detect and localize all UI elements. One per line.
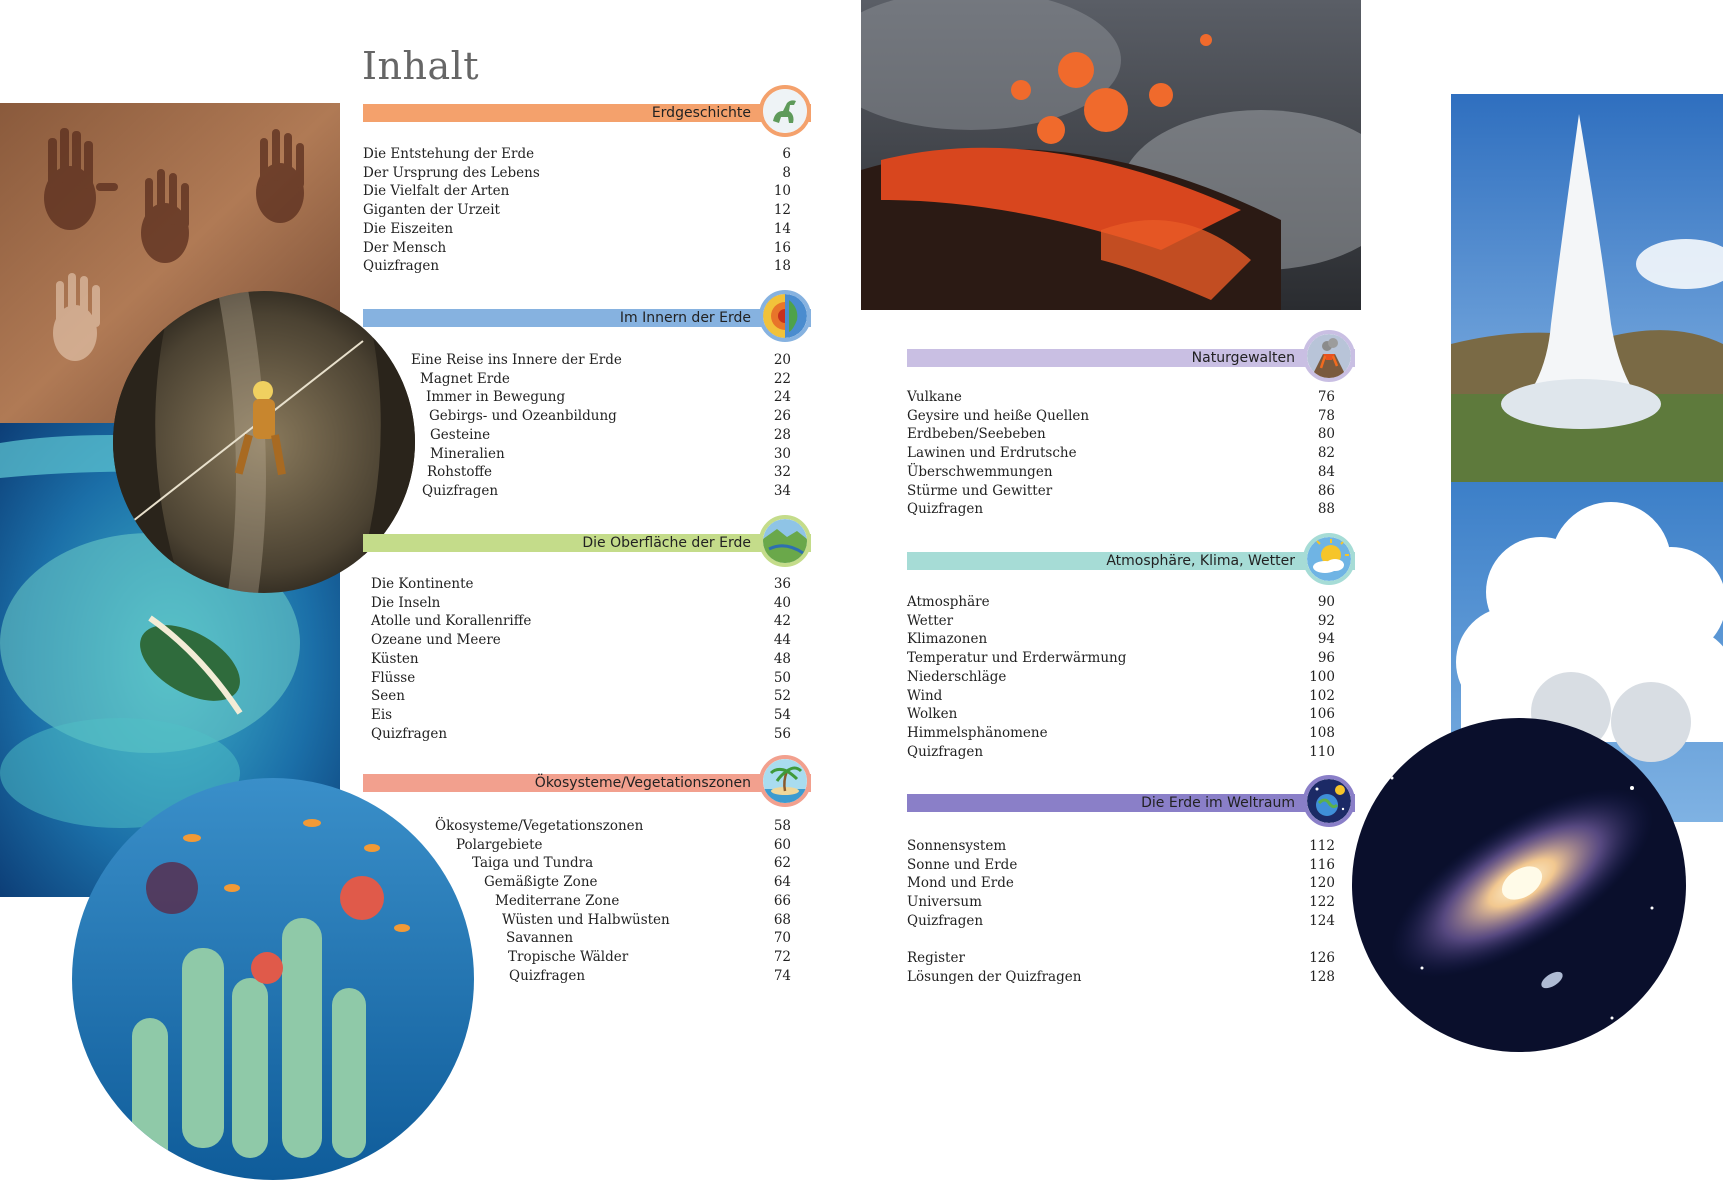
toc-entry-title: Wüsten und Halbwüsten [502, 911, 670, 928]
section-header-oberflaeche [363, 534, 811, 552]
toc-entry[interactable] [907, 612, 1335, 631]
toc-entry-title: Wetter [907, 612, 954, 629]
toc-entry-title: Vulkane [907, 389, 962, 405]
toc-entry-title: Quizfragen [509, 967, 586, 984]
toc-page-number: 108 [1309, 724, 1335, 741]
toc-entry[interactable] [420, 370, 791, 389]
toc-entry-title: Eine Reise ins Innere der Erde [411, 352, 622, 368]
toc-entry[interactable] [907, 968, 1335, 987]
toc-entry[interactable] [907, 425, 1335, 444]
toc-page-number: 124 [1309, 912, 1335, 929]
toc-page-number: 6 [782, 146, 791, 162]
toc-entry-title: Quizfragen [371, 725, 448, 742]
sun-cloud-icon [1303, 533, 1355, 585]
toc-entry-title: Savannen [506, 930, 574, 947]
lava-eruption-photo [861, 0, 1361, 310]
toc-page-number: 120 [1309, 875, 1335, 892]
toc-entry[interactable] [907, 388, 1335, 407]
toc-entry[interactable] [363, 239, 791, 258]
toc-entry[interactable] [907, 705, 1335, 724]
toc-entry-title: Der Ursprung des Lebens [363, 164, 540, 181]
toc-entry-title: Eis [371, 706, 393, 723]
section-title: Die Oberfläche der Erde [582, 535, 751, 551]
toc-entry-title: Register [907, 950, 965, 967]
toc-entry-title: Lawinen und Erdrutsche [907, 445, 1077, 462]
toc-page-number: 80 [1317, 426, 1335, 443]
toc-entry-title: Quizfragen [363, 258, 440, 275]
toc-entry-title: Sonnensystem [907, 838, 1007, 854]
toc-entry[interactable] [495, 892, 791, 911]
toc-entry-title: Rohstoffe [427, 464, 493, 481]
toc-page-number: 86 [1317, 482, 1335, 499]
toc-entry[interactable] [411, 351, 791, 370]
toc-page-number: 122 [1309, 894, 1335, 911]
toc-page-number: 100 [1309, 668, 1335, 685]
toc-page-number: 102 [1309, 687, 1335, 704]
toc-page-number: 96 [1317, 650, 1335, 667]
toc-entry-title: Der Mensch [363, 239, 447, 256]
palm-island-icon [759, 755, 811, 807]
section-header-atmosphaere [907, 552, 1355, 570]
toc-entry-title: Polargebiete [456, 836, 543, 853]
toc-entry-title: Gesteine [430, 426, 491, 443]
toc-entry[interactable] [371, 650, 791, 669]
toc-entry[interactable] [371, 575, 791, 594]
toc-page-number: 74 [773, 967, 791, 984]
toc-entry-title: Niederschläge [907, 668, 1007, 685]
toc-entry-title: Tropische Wälder [508, 948, 629, 965]
toc-page-number: 90 [1317, 594, 1335, 610]
toc-entry[interactable] [907, 593, 1335, 612]
toc-page-number: 106 [1309, 706, 1335, 723]
galaxy-photo [1352, 718, 1686, 1052]
toc-page-number: 22 [773, 370, 791, 387]
section-title: Im Innern der Erde [619, 310, 751, 326]
toc-entry-title: Universum [907, 894, 982, 911]
toc-entry-title: Die Entstehung der Erde [363, 146, 535, 162]
toc-entry[interactable] [907, 463, 1335, 482]
toc-entry[interactable] [363, 220, 791, 239]
toc-page-number: 70 [773, 930, 791, 947]
toc-page-number: 128 [1309, 968, 1335, 985]
toc-entry-title: Die Inseln [371, 594, 441, 611]
toc-entry-title: Flüsse [371, 669, 416, 686]
toc-page-number: 110 [1309, 743, 1335, 760]
toc-entry-title: Mineralien [430, 445, 505, 462]
toc-page-number: 72 [773, 948, 791, 965]
toc-page-number: 30 [773, 445, 791, 462]
toc-entry-title: Wolken [907, 706, 958, 723]
toc-entry-title: Quizfragen [907, 743, 984, 760]
section-header-im-innern [363, 309, 811, 327]
section-title: Die Erde im Weltraum [1141, 795, 1295, 811]
toc-entry-title: Gebirgs- und Ozeanbildung [429, 408, 617, 425]
toc-entry[interactable] [472, 854, 791, 873]
toc-entry-title: Taiga und Tundra [472, 855, 594, 872]
toc-entry-title: Gemäßigte Zone [484, 874, 598, 891]
toc-entry-title: Stürme und Gewitter [907, 482, 1053, 499]
toc-page-number: 32 [773, 464, 791, 481]
toc-entry-title: Quizfragen [907, 501, 984, 518]
toc-entry[interactable] [907, 949, 1335, 968]
toc-entry[interactable] [907, 407, 1335, 426]
toc-entry[interactable] [907, 912, 1335, 931]
toc-entry[interactable] [907, 893, 1335, 912]
toc-page-number: 68 [773, 911, 791, 928]
toc-entry-title: Temperatur und Erderwärmung [907, 650, 1127, 667]
toc-entry[interactable] [371, 612, 791, 631]
toc-entry[interactable] [371, 594, 791, 613]
toc-entry-title: Die Vielfalt der Arten [363, 183, 510, 200]
toc-page-number: 8 [782, 164, 791, 181]
toc-page-number: 36 [773, 576, 791, 592]
toc-page-number: 88 [1317, 501, 1335, 518]
toc-page-number: 52 [773, 688, 791, 705]
toc-page-number: 34 [773, 482, 791, 499]
toc-page-number: 126 [1309, 950, 1335, 967]
toc-entry-title: Magnet Erde [420, 370, 510, 387]
toc-entry[interactable] [363, 182, 791, 201]
toc-entry-title: Giganten der Urzeit [363, 202, 500, 219]
landscape-icon [759, 515, 811, 567]
toc-page-number: 24 [773, 389, 791, 406]
toc-entry-title: Ozeane und Meere [371, 632, 501, 649]
toc-entry-title: Quizfragen [907, 912, 984, 929]
section-header-weltraum [907, 794, 1355, 812]
toc-entry[interactable] [426, 388, 791, 407]
toc-entry-title: Erdbeben/Seebeben [907, 426, 1046, 443]
toc-entry[interactable] [907, 500, 1335, 519]
toc-entry[interactable] [907, 687, 1335, 706]
toc-entry-title: Mond und Erde [907, 875, 1014, 892]
toc-entry[interactable] [907, 743, 1335, 762]
toc-entry-title: Atmosphäre [907, 594, 990, 610]
toc-entry[interactable] [907, 724, 1335, 743]
section-header-oekosysteme [363, 774, 811, 792]
toc-entry[interactable] [363, 164, 791, 183]
toc-page-number: 116 [1309, 856, 1335, 873]
section-header-erdgeschichte [363, 104, 811, 122]
section-header-naturgewalten [907, 349, 1355, 367]
toc-entry[interactable] [907, 630, 1335, 649]
toc-entry[interactable] [363, 145, 791, 164]
toc-page-number: 78 [1317, 407, 1335, 424]
toc-entry[interactable] [371, 725, 791, 744]
toc-page-number: 112 [1309, 838, 1335, 854]
toc-entry-title: Die Eiszeiten [363, 220, 454, 237]
toc-entry[interactable] [363, 201, 791, 220]
toc-entry-title: Sonne und Erde [907, 856, 1018, 873]
toc-page-number: 48 [773, 650, 791, 667]
toc-page-number: 84 [1317, 463, 1335, 480]
toc-entry[interactable] [430, 445, 791, 464]
toc-entry[interactable] [907, 874, 1335, 893]
planet-icon [1303, 775, 1355, 827]
toc-entry-title: Überschwemmungen [907, 463, 1053, 480]
toc-page-number: 14 [773, 220, 791, 237]
coral-reef-photo [72, 778, 474, 1180]
toc-entry[interactable] [429, 407, 791, 426]
toc-entry-title: Geysire und heiße Quellen [907, 407, 1090, 424]
toc-page-number: 18 [773, 258, 791, 275]
toc-entry-title: Immer in Bewegung [426, 389, 566, 406]
toc-page-number: 12 [773, 202, 791, 219]
toc-entry[interactable] [371, 687, 791, 706]
toc-entry[interactable] [484, 873, 791, 892]
toc-page-number: 62 [773, 855, 791, 872]
geyser-photo [1451, 94, 1723, 482]
toc-entry[interactable] [371, 631, 791, 650]
toc-entry[interactable] [907, 649, 1335, 668]
dinosaur-icon [759, 85, 811, 137]
toc-entry[interactable] [456, 836, 791, 855]
toc-page-number: 92 [1317, 612, 1335, 629]
toc-page-number: 56 [773, 725, 791, 742]
toc-entry-title: Klimazonen [907, 631, 988, 648]
toc-entry[interactable] [508, 948, 791, 967]
toc-entry[interactable] [502, 911, 791, 930]
toc-page-number: 26 [773, 408, 791, 425]
toc-page-number: 54 [773, 706, 791, 723]
toc-page-number: 64 [773, 874, 791, 891]
toc-entry[interactable] [506, 929, 791, 948]
toc-entry[interactable] [509, 967, 791, 986]
toc-entry-title: Quizfragen [422, 482, 499, 499]
toc-entry-title: Lösungen der Quizfragen [907, 968, 1082, 985]
toc-entry[interactable] [435, 817, 791, 836]
toc-page-number: 40 [773, 594, 791, 611]
toc-entry-title: Ökosysteme/Vegetationszonen [435, 818, 644, 834]
toc-entry-title: Küsten [371, 650, 419, 667]
page-title: Inhalt [362, 44, 480, 88]
toc-page-number: 60 [773, 836, 791, 853]
toc-entry-title: Die Kontinente [371, 576, 474, 592]
section-title: Ökosysteme/Vegetationszonen [534, 775, 751, 791]
section-title: Naturgewalten [1191, 350, 1295, 366]
toc-page-number: 58 [773, 818, 791, 834]
toc-entry-title: Wind [907, 687, 943, 704]
toc-entry[interactable] [907, 837, 1335, 856]
toc-entry[interactable] [371, 669, 791, 688]
toc-entry-title: Mediterrane Zone [495, 892, 620, 909]
toc-entry-title: Seen [371, 688, 405, 705]
section-title: Atmosphäre, Klima, Wetter [1106, 553, 1295, 569]
toc-entry[interactable] [907, 856, 1335, 875]
toc-entry[interactable] [363, 257, 791, 276]
toc-entry[interactable] [907, 444, 1335, 463]
toc-entry[interactable] [422, 482, 791, 501]
toc-entry[interactable] [427, 463, 791, 482]
earth-core-icon [759, 290, 811, 342]
toc-page-number: 76 [1317, 389, 1335, 405]
toc-entry[interactable] [430, 426, 791, 445]
toc-page-number: 44 [773, 632, 791, 649]
toc-entry[interactable] [371, 706, 791, 725]
toc-page-number: 94 [1317, 631, 1335, 648]
toc-entry[interactable] [907, 482, 1335, 501]
toc-page-number: 66 [773, 892, 791, 909]
toc-entry[interactable] [907, 668, 1335, 687]
toc-entry-title: Atolle und Korallenriffe [371, 613, 532, 630]
toc-page-number: 82 [1317, 445, 1335, 462]
toc-entry-title: Himmelsphänomene [907, 724, 1048, 741]
toc-page-number: 42 [773, 613, 791, 630]
toc-page-number: 10 [773, 183, 791, 200]
section-title: Erdgeschichte [651, 105, 751, 121]
toc-page-number: 50 [773, 669, 791, 686]
volcano-icon [1303, 330, 1355, 382]
toc-page-number: 28 [773, 426, 791, 443]
toc-page-number: 16 [773, 239, 791, 256]
toc-page-number: 20 [773, 352, 791, 368]
